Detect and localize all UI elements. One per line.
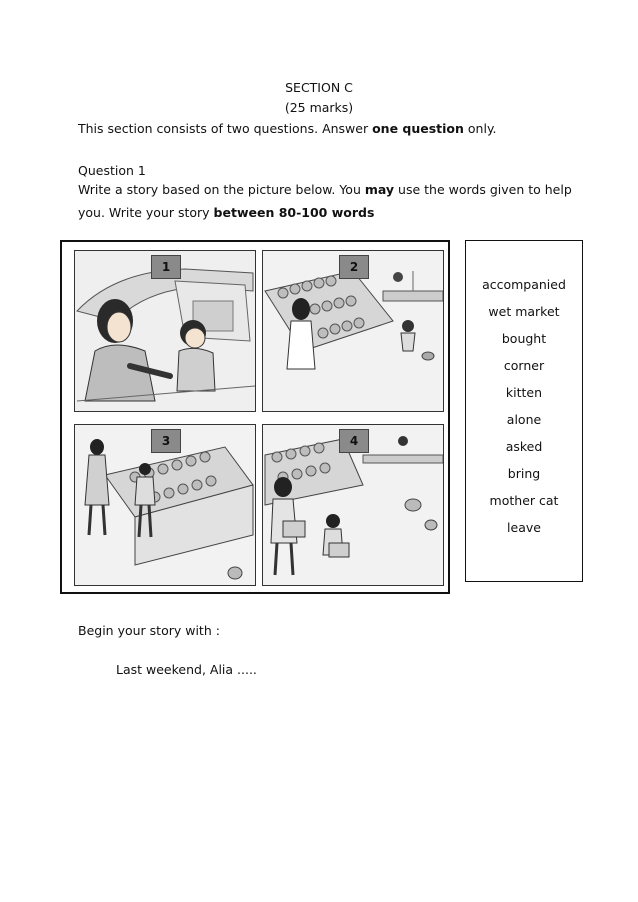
word-bank: [465, 240, 583, 582]
question-line-1-bold: may: [364, 182, 395, 197]
instruction-text-1: This section consists of two questions. Answer: [78, 121, 373, 136]
word-bank-item: accompanied: [482, 277, 566, 292]
word-bank-item: corner: [503, 358, 545, 373]
picture-panel-1: [74, 250, 256, 412]
begin-label: Begin your story with :: [78, 623, 220, 638]
question-line-1-pre: Write a story based on the picture below. You: [78, 182, 365, 197]
word-bank-item: mother cat: [489, 493, 559, 508]
word-bank-item: bring: [507, 466, 541, 481]
word-bank-item: wet market: [488, 304, 560, 319]
section-title: SECTION C: [285, 80, 353, 95]
instruction-text-2: only.: [463, 121, 497, 136]
panel-number-1: 1: [151, 255, 181, 279]
picture-frame: [60, 240, 450, 594]
word-bank-item: alone: [506, 412, 542, 427]
question-number: Question 1: [78, 163, 146, 178]
picture-panels: [74, 250, 444, 586]
question-line-2: [78, 205, 374, 221]
word-bank-item: bought: [501, 331, 547, 346]
instruction-bold: one question: [372, 121, 464, 136]
panel-number-4: 4: [339, 429, 369, 453]
section-marks: (25 marks): [284, 100, 354, 115]
picture-panel-3: [74, 424, 256, 586]
story-starter: Last weekend, Alia .....: [116, 662, 257, 677]
picture-panel-4: [262, 424, 444, 586]
question-line-2-pre: you. Write your story: [78, 205, 214, 220]
question-line-2-bold: between 80-100 words: [213, 205, 375, 220]
panel-number-2: 2: [339, 255, 369, 279]
word-bank-item: kitten: [505, 385, 543, 400]
question-line-1-post: use the words given to help: [394, 182, 572, 197]
word-bank-item: leave: [507, 520, 541, 535]
panel-number-3: 3: [151, 429, 181, 453]
section-instruction: [78, 121, 497, 137]
picture-panel-2: [262, 250, 444, 412]
word-bank-item: asked: [505, 439, 543, 454]
question-line-1: [78, 182, 572, 198]
